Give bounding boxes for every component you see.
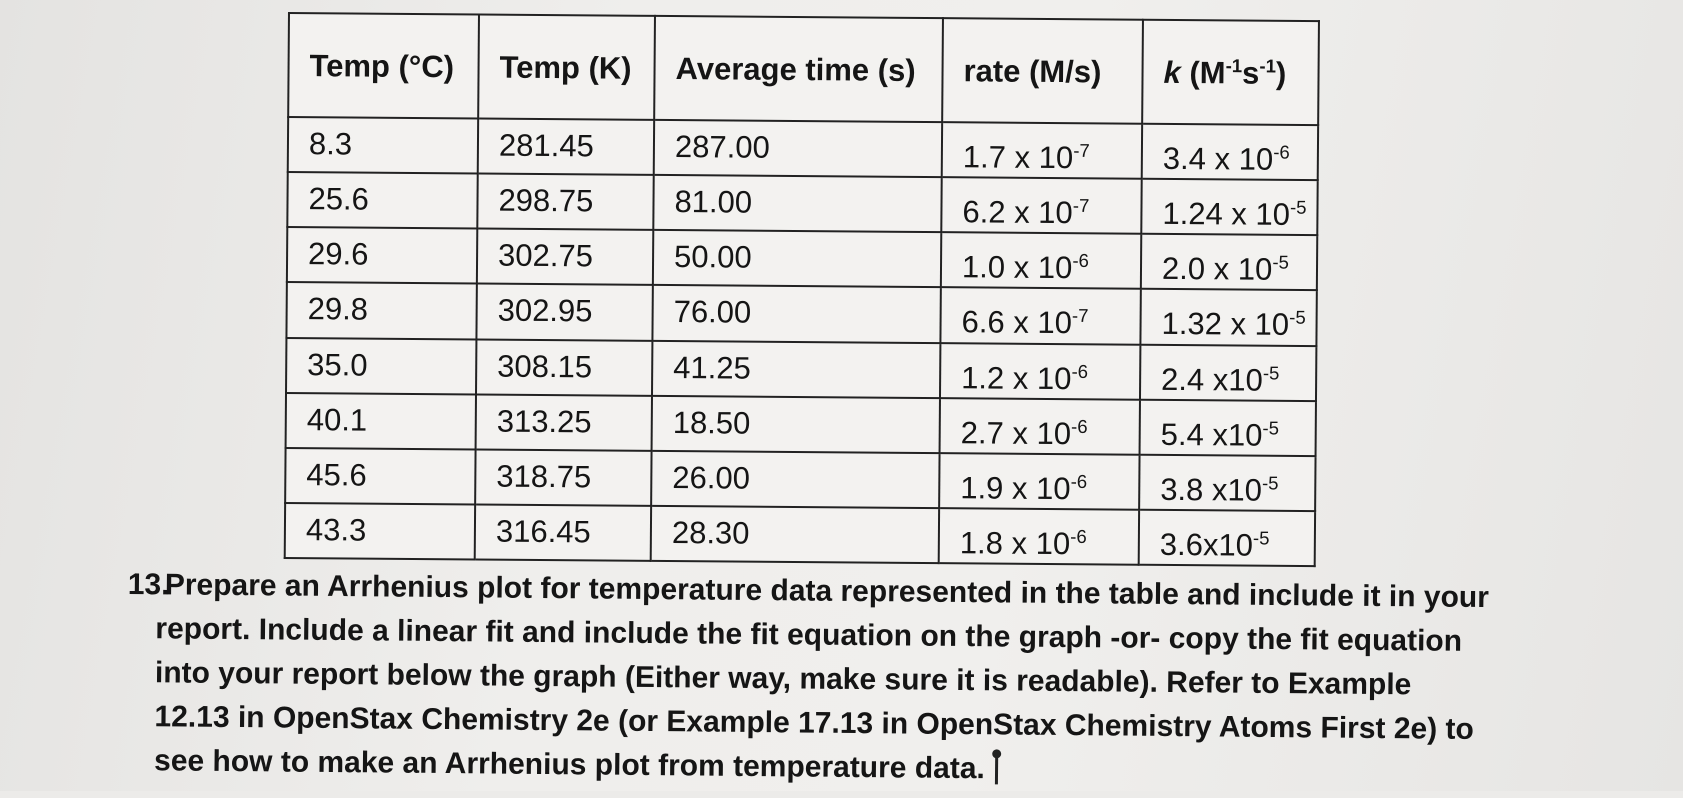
cell-rate bbox=[940, 398, 1140, 455]
k-unit-exp1: -1 bbox=[1225, 54, 1243, 76]
k-exponent: -5 bbox=[1289, 306, 1306, 329]
header-temp-kelvin: Temp (K) bbox=[478, 15, 655, 120]
header-average-time: Average time (s) bbox=[654, 16, 943, 122]
rate-mantissa: 1.2 x 10 bbox=[961, 359, 1072, 396]
cell-average-time: 76.00 bbox=[652, 285, 940, 342]
cell-rate bbox=[942, 122, 1142, 179]
rate-exponent: -6 bbox=[1070, 525, 1087, 547]
header-temp-celsius: Temp (°C) bbox=[288, 13, 479, 118]
cell-rate bbox=[940, 343, 1140, 400]
rate-mantissa: 1.7 x 10 bbox=[962, 139, 1074, 176]
question-text bbox=[140, 563, 1673, 798]
rate-mantissa: 1.9 x 10 bbox=[960, 470, 1071, 506]
k-exponent: -5 bbox=[1252, 527, 1270, 549]
k-exponent: -5 bbox=[1272, 251, 1290, 273]
question-line-4: 12.13 in OpenStax Chemistry 2e (or Example 17.13 in OpenStax Chemistry Atoms First 2e) to bbox=[154, 700, 1474, 746]
k-symbol: k bbox=[1163, 54, 1181, 90]
rate-mantissa: 6.2 x 10 bbox=[962, 194, 1073, 231]
rate-exponent: -6 bbox=[1071, 415, 1088, 437]
question-number: 13. bbox=[127, 567, 170, 602]
cell-temp-kelvin: 316.45 bbox=[475, 504, 651, 561]
k-mantissa: 5.4 x10 bbox=[1160, 416, 1263, 453]
rate-mantissa: 6.6 x 10 bbox=[961, 304, 1073, 341]
text-cursor-icon bbox=[995, 754, 998, 784]
rate-exponent: -7 bbox=[1073, 139, 1090, 162]
cell-temp-celsius: 25.6 bbox=[287, 172, 477, 229]
cell-temp-celsius: 35.0 bbox=[286, 337, 476, 394]
rate-exponent: -7 bbox=[1072, 195, 1090, 217]
question-line-5: see how to make an Arrhenius plot from temperature data. bbox=[140, 739, 1671, 798]
rate-mantissa: 2.7 x 10 bbox=[960, 414, 1072, 451]
cell-average-time: 28.30 bbox=[651, 506, 939, 563]
cell-rate-constant bbox=[1140, 399, 1316, 456]
cell-average-time: 41.25 bbox=[652, 340, 940, 397]
k-mantissa: 1.32 x 10 bbox=[1161, 306, 1290, 343]
cell-rate-constant bbox=[1142, 124, 1318, 181]
cell-temp-celsius: 40.1 bbox=[286, 393, 476, 450]
k-mantissa: 2.4 x10 bbox=[1161, 361, 1263, 398]
cell-average-time: 18.50 bbox=[652, 395, 940, 452]
table-body bbox=[285, 117, 1318, 566]
cell-temp-kelvin: 281.45 bbox=[478, 118, 654, 175]
k-unit-mid: s bbox=[1241, 54, 1260, 91]
table-row bbox=[288, 117, 1318, 180]
cell-rate bbox=[939, 453, 1139, 510]
cell-temp-celsius: 8.3 bbox=[288, 117, 478, 174]
k-mantissa: 3.4 x 10 bbox=[1162, 140, 1274, 177]
k-mantissa: 3.8 x10 bbox=[1160, 471, 1263, 508]
cell-temp-kelvin: 302.95 bbox=[476, 284, 652, 341]
cell-temp-kelvin: 308.15 bbox=[476, 339, 652, 396]
cell-rate-constant bbox=[1139, 510, 1315, 567]
k-unit-exp2: -1 bbox=[1259, 54, 1277, 76]
cell-temp-kelvin: 302.75 bbox=[477, 229, 653, 286]
table-row bbox=[287, 172, 1317, 235]
k-exponent: -5 bbox=[1261, 472, 1279, 494]
k-mantissa: 1.24 x 10 bbox=[1162, 196, 1291, 233]
k-unit-open: (M bbox=[1189, 54, 1226, 90]
cell-temp-celsius: 43.3 bbox=[285, 503, 475, 560]
cell-rate bbox=[939, 508, 1139, 565]
cell-rate-constant bbox=[1139, 454, 1315, 511]
cell-temp-kelvin: 313.25 bbox=[476, 394, 652, 451]
question-line-1: Prepare an Arrhenius plot for temperature data represented in the table and include it in your bbox=[164, 568, 1490, 615]
question-line-2: report. Include a linear fit and include the fit equation on the graph -or- copy the fit equation bbox=[155, 612, 1463, 658]
k-exponent: -6 bbox=[1273, 141, 1290, 163]
question-line-3: into your report below the graph (Either way, make sure it is readable). Refer to Example bbox=[154, 656, 1412, 702]
cell-average-time: 26.00 bbox=[651, 451, 939, 508]
rate-exponent: -6 bbox=[1072, 250, 1090, 272]
table-row bbox=[285, 448, 1315, 511]
cell-rate bbox=[941, 177, 1141, 234]
table-row bbox=[287, 227, 1317, 290]
cell-average-time: 81.00 bbox=[653, 175, 941, 232]
table-row bbox=[286, 393, 1316, 456]
rate-mantissa: 1.8 x 10 bbox=[959, 525, 1071, 562]
k-unit-close: ) bbox=[1275, 55, 1287, 91]
cell-temp-kelvin: 298.75 bbox=[477, 174, 653, 231]
cell-rate-constant bbox=[1140, 289, 1316, 346]
cell-average-time: 287.00 bbox=[654, 120, 942, 177]
cell-rate bbox=[940, 288, 1140, 345]
header-rate-constant bbox=[1142, 20, 1319, 125]
header-rate: rate (M/s) bbox=[942, 18, 1143, 124]
table-row bbox=[285, 503, 1315, 566]
cell-temp-celsius: 29.8 bbox=[286, 282, 476, 339]
cell-average-time: 50.00 bbox=[653, 230, 941, 287]
k-exponent: -5 bbox=[1262, 361, 1280, 384]
table-row bbox=[286, 282, 1316, 345]
table-header-row bbox=[288, 13, 1319, 125]
rate-mantissa: 1.0 x 10 bbox=[961, 249, 1073, 286]
data-table-container bbox=[284, 12, 1318, 567]
cell-temp-kelvin: 318.75 bbox=[475, 449, 651, 506]
cell-rate bbox=[941, 232, 1141, 289]
cell-rate-constant bbox=[1141, 234, 1317, 291]
rate-exponent: -7 bbox=[1071, 305, 1089, 327]
rate-exponent: -6 bbox=[1070, 470, 1088, 492]
temperature-data-table bbox=[284, 12, 1320, 567]
cell-rate-constant bbox=[1140, 344, 1316, 401]
rate-exponent: -6 bbox=[1071, 360, 1089, 382]
k-mantissa: 2.0 x 10 bbox=[1161, 251, 1273, 288]
k-exponent: -5 bbox=[1262, 417, 1280, 439]
k-exponent: -5 bbox=[1289, 196, 1307, 218]
cell-temp-celsius: 45.6 bbox=[285, 448, 475, 505]
question-13 bbox=[126, 563, 1673, 798]
table-row bbox=[286, 337, 1316, 400]
k-mantissa: 3.6x10 bbox=[1159, 526, 1254, 563]
cell-temp-celsius: 29.6 bbox=[287, 227, 477, 284]
cell-rate-constant bbox=[1141, 179, 1317, 236]
